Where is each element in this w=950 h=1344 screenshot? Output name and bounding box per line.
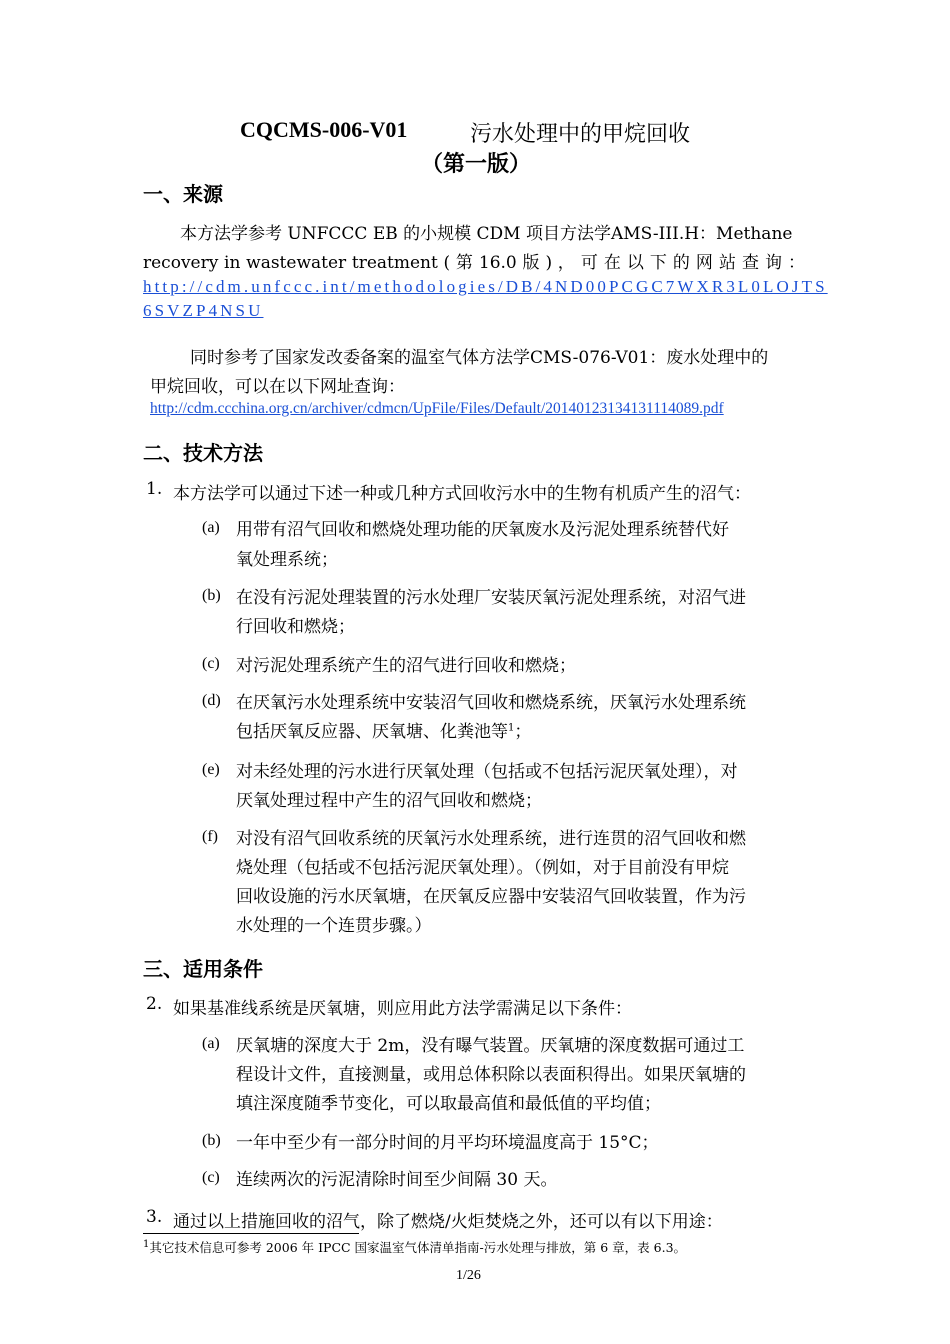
item-text: 如果基准线系统是厌氧塘，则应用此方法学需满足以下条件： xyxy=(173,999,632,1019)
subitem-text-line: 回收设施的污水厌氧塘，在厌氧反应器中安装沼气回收装置，作为污 xyxy=(236,887,746,907)
subitem-text-line: 氧处理系统； xyxy=(236,550,338,570)
subitem-text-line: 厌氧塘的深度大于 2m，没有曝气装置。厌氧塘的深度数据可通过工 xyxy=(236,1036,745,1056)
subitem-mark: (a) xyxy=(202,519,220,536)
item-number: 2. xyxy=(146,994,163,1014)
subitem-tail: ； xyxy=(514,722,532,742)
subitem-text-line: 在没有污泥处理装置的污水处理厂安装厌氧污泥处理系统，对沼气进 xyxy=(236,588,746,608)
footnote xyxy=(143,1238,686,1256)
subitem-text-line: 对没有沼气回收系统的厌氧污水处理系统，进行连贯的沼气回收和燃 xyxy=(236,829,746,849)
subitem-text-line xyxy=(236,717,531,742)
subitem-text-line: 对污泥处理系统产生的沼气进行回收和燃烧； xyxy=(236,656,576,676)
item-number: 3. xyxy=(146,1207,163,1227)
subitem-text-line: 厌氧处理过程中产生的沼气回收和燃烧； xyxy=(236,791,542,811)
subitem-text-line: 用带有沼气回收和燃烧处理功能的厌氧废水及污泥处理系统替代好 xyxy=(236,520,729,540)
page-number: 1/26 xyxy=(456,1268,481,1283)
section-heading-conditions: 三、适用条件 xyxy=(143,957,263,981)
subitem-mark: (d) xyxy=(202,692,221,709)
footnote-divider xyxy=(143,1233,359,1234)
item-text: 本方法学可以通过下述一种或几种方式回收污水中的生物有机质产生的沼气： xyxy=(173,484,751,504)
subitem-text-line: 行回收和燃烧； xyxy=(236,617,355,637)
ccchina-link[interactable]: http://cdm.ccchina.org.cn/archiver/cdmcn/UpFile/Files/Default/20140123134131114089.pdf xyxy=(150,400,724,417)
subitem-text-line: 一年中至少有一部分时间的月平均环境温度高于 15°C； xyxy=(236,1133,659,1153)
footnote-ref[interactable]: 1 xyxy=(508,722,515,734)
subitem-mark: (b) xyxy=(202,1132,221,1149)
source-paragraph-line2: recovery in wastewater treatment ( 第 16.0 版 ) ， 可 在 以 下 的 网 站 查 询 ： xyxy=(143,253,805,273)
methodology-link-line2[interactable]: 6SVZP4NSU xyxy=(143,301,264,320)
edition-label: （第一版） xyxy=(421,152,532,177)
item-number: 1. xyxy=(146,479,163,499)
subitem-text-line: 烧处理（包括或不包括污泥厌氧处理）。（例如，对于目前没有甲烷 xyxy=(236,858,729,878)
section-heading-source: 一、来源 xyxy=(143,182,223,206)
section-heading-method: 二、技术方法 xyxy=(143,441,263,465)
subitem-mark: (c) xyxy=(202,1169,220,1186)
subitem-text-line: 对未经处理的污水进行厌氧处理（包括或不包括污泥厌氧处理），对 xyxy=(236,762,738,782)
subitem-mark: (b) xyxy=(202,587,221,604)
reference-paragraph-line1: 同时参考了国家发改委备案的温室气体方法学CMS-076-V01：废水处理中的 xyxy=(190,348,769,368)
subitem-mark: (f) xyxy=(202,828,218,845)
subitem-text-line: 填注深度随季节变化，可以取最高值和最低值的平均值； xyxy=(236,1094,661,1114)
subitem-text-line: 程设计文件，直接测量，或用总体积除以表面积得出。如果厌氧塘的 xyxy=(236,1065,746,1085)
methodology-link-line1[interactable]: http://cdm.unfccc.int/methodologies/DB/4ND00PCGC7WXR3L0LOJTS xyxy=(143,277,828,296)
document-title: 污水处理中的甲烷回收 xyxy=(470,122,691,147)
subitem-mark: (e) xyxy=(202,761,220,778)
subitem-text-line: 水处理的一个连贯步骤。） xyxy=(236,916,432,936)
source-paragraph-line1: 本方法学参考 UNFCCC EB 的小规模 CDM 项目方法学AMS-III.H：Methane xyxy=(180,224,793,244)
footnote-number: 1 xyxy=(143,1238,150,1250)
subitem-mark: (a) xyxy=(202,1035,220,1052)
item-text: 通过以上措施回收的沼气，除了燃烧/火炬焚烧之外，还可以有以下用途： xyxy=(173,1212,723,1232)
document-code: CQCMS-006-V01 xyxy=(240,117,408,142)
subitem-text: 包括厌氧反应器、厌氧塘、化粪池等 xyxy=(236,722,508,742)
subitem-mark: (c) xyxy=(202,655,220,672)
subitem-text-line: 在厌氧污水处理系统中安装沼气回收和燃烧系统，厌氧污水处理系统 xyxy=(236,693,746,713)
footnote-text: 其它技术信息可参考 2006 年 IPCC 国家温室气体清单指南-污水处理与排放，第 6 章，表 6.3。 xyxy=(149,1240,687,1255)
subitem-text-line: 连续两次的污泥清除时间至少间隔 30 天。 xyxy=(236,1170,558,1190)
reference-paragraph-line2: 甲烷回收，可以在以下网址查询： xyxy=(150,377,405,397)
